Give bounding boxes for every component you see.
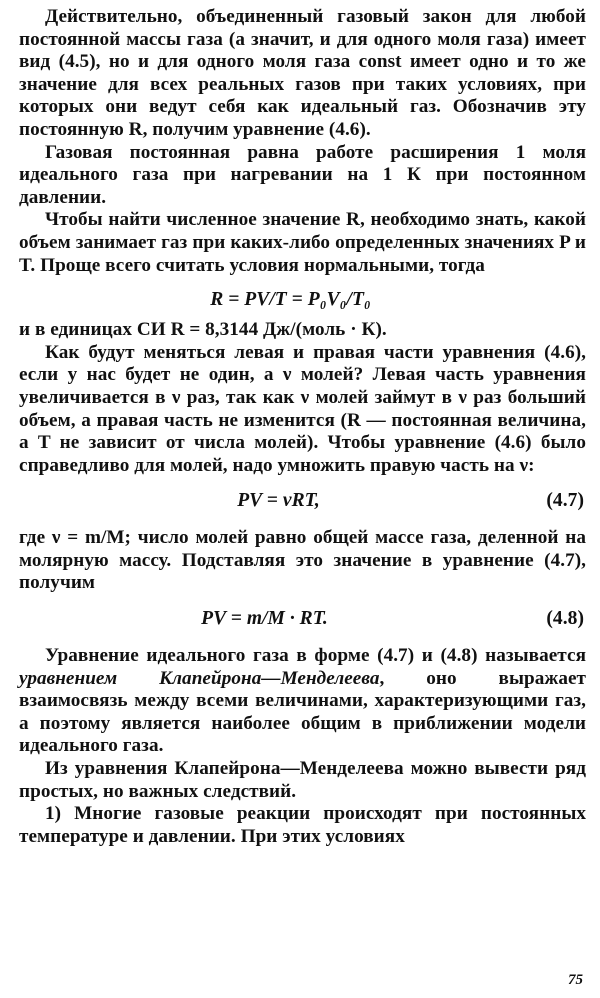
formula-expression: R = PV/T = P₀V₀/T₀	[210, 289, 371, 311]
formula-4-8	[19, 599, 586, 639]
text-span: , оно выражает взаимосвязь между всеми величинами, характеризующими газ, а поэтому является наиболее общим в приближении модели идеального газа.	[19, 667, 586, 757]
paragraph-si-value: и в единицах СИ R = 8,3144 Дж/(моль · К).	[19, 319, 387, 341]
text-span: Уравнение идеального газа в форме (4.7) и (4.8) называется	[45, 645, 586, 667]
paragraph-moles-definition: где ν = m/M; число молей равно общей массе газа, деленной на молярную массу. Подставляя это значение в уравнение (4.7), получим	[19, 527, 586, 594]
formula-expression: PV = νRT,	[237, 490, 320, 512]
formula-gas-constant	[19, 283, 586, 317]
paragraph-clapeyron-mendeleev	[19, 645, 586, 758]
equation-number: (4.7)	[546, 490, 584, 512]
equation-number: (4.8)	[546, 608, 584, 630]
formula-expression: PV = m/M · RT.	[201, 608, 328, 630]
paragraph-n-moles: Как будут меняться левая и правая части уравнения (4.6), если у нас будет не один, а ν молей? Левая часть уравнения увеличивается в ν раз, так как ν молей займут в ν раз больший объем, а правая часть не изменится (R — постоянная величина, а T не зависит от числа молей). Чтобы уравнение (4.6) было справедливо для молей, надо умножить правую часть на ν:	[19, 341, 586, 476]
formula-4-7	[19, 481, 586, 521]
term-clapeyron-mendeleev: уравнением Клапейрона—Менделеева	[19, 667, 380, 689]
paragraph-gas-constant-definition: Газовая постоянная равна работе расширения 1 моля идеального газа при нагревании на 1 К при постоянном давлении.	[19, 141, 586, 208]
paragraph-consequences: Из уравнения Клапейрона—Менделеева можно вывести ряд простых, но важных следствий.	[19, 758, 586, 802]
paragraph-numeric-value: Чтобы найти численное значение R, необходимо знать, какой объем занимает газ при каких-либо определенных значениях P и T. Проще всего считать условия нормальными, тогда	[19, 209, 586, 276]
body-text	[19, 6, 586, 848]
page-number: 75	[568, 972, 583, 988]
paragraph-ideal-gas-law: Действительно, объединенный газовый закон для любой постоянной массы газа (а значит, и для одного моля газа) имеет вид (4.5), но и для одного моля газа const имеет одно и то же значение для всех реальных газов при таких условиях, при которых они ведут себя как идеальный газ. Обозначив эту постоянную R, получим уравнение (4.6).	[19, 6, 586, 140]
paragraph-gas-reactions: 1) Многие газовые реакции происходят при постоянных температуре и давлении. При этих условиях	[19, 803, 586, 847]
